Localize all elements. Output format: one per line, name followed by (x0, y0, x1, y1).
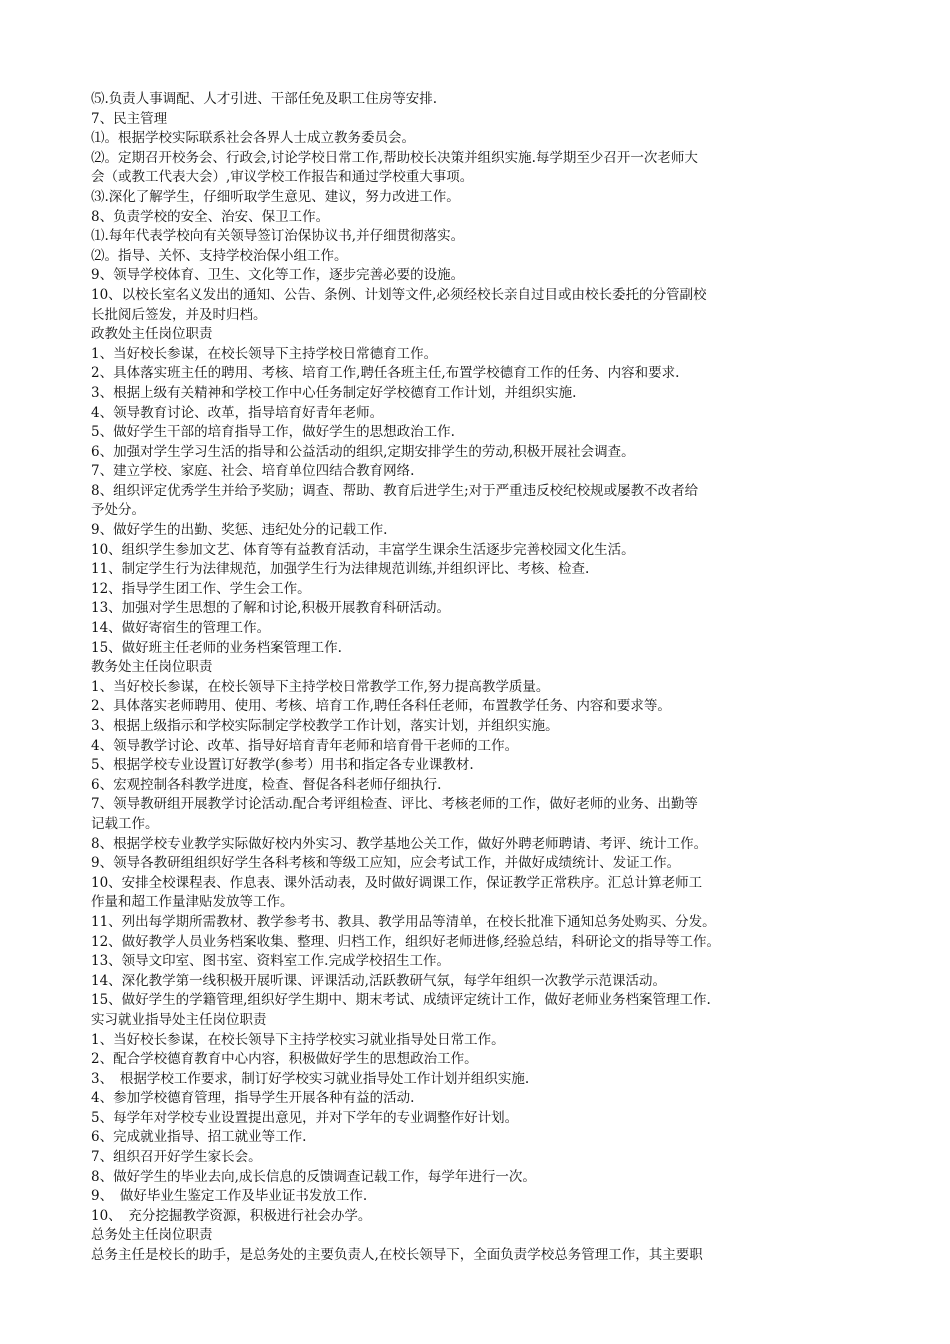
text-line: 5、根据学校专业设置订好教学(参考）用书和指定各专业课教材. (91, 757, 474, 774)
text-line: 6、宏观控制各科教学进度，检查、督促各科老师仔细执行. (91, 776, 442, 793)
text-line: 总务主任是校长的助手，是总务处的主要负责人,在校长领导下，全面负责学校总务管理工作，其主要职 (91, 1247, 703, 1264)
text-line: 12、指导学生团工作、学生会工作。 (91, 580, 311, 597)
text-line: 3、根据上级有关精神和学校工作中心任务制定好学校德育工作计划，并组织实施. (91, 384, 577, 401)
text-line: 10、以校长室名义发出的通知、公告、条例、计划等文件,必须经校长亲自过目或由校长委托的分管副校 (91, 286, 707, 303)
text-line: 8、负责学校的安全、治安、保卫工作。 (91, 208, 330, 225)
text-line: 实习就业指导处主任岗位职责 (91, 1011, 267, 1028)
text-line: 15、做好学生的学籍管理,组织好学生期中、期末考试、成绩评定统计工作，做好老师业务档案管理工作. (91, 992, 711, 1009)
text-line: 1、当好校长参谋，在校长领导下主持学校实习就业指导处日常工作。 (91, 1031, 505, 1048)
text-line: 13、加强对学生思想的了解和讨论,积极开展教育科研活动。 (91, 600, 450, 617)
text-line: 总务处主任岗位职责 (91, 1227, 213, 1244)
text-line: ⑵。指导、关怀、支持学校治保小组工作。 (91, 247, 348, 264)
text-line: ⑴。根据学校实际联系社会各界人士成立教务委员会。 (91, 130, 415, 147)
text-line: 教务处主任岗位职责 (91, 659, 213, 676)
text-line: 政教处主任岗位职责 (91, 326, 213, 343)
text-line: 9、做好学生的出勤、奖惩、违纪处分的记载工作. (91, 522, 388, 539)
text-line: 6、加强对学生学习生活的指导和公益活动的组织,定期安排学生的劳动,积极开展社会调查。 (91, 443, 635, 460)
text-line: 6、完成就业指导、招工就业等工作. (91, 1129, 307, 1146)
text-line: 10、组织学生参加文艺、体育等有益教育活动，丰富学生课余生活逐步完善校园文化生活。 (91, 541, 635, 558)
text-line: 7、建立学校、家庭、社会、培育单位四结合教育网络. (91, 463, 415, 480)
text-line: 作量和超工作量津贴发放等工作。 (91, 894, 294, 911)
text-line: 8、组织评定优秀学生并给予奖励；调查、帮助、教育后进学生;对于严重违反校纪校规或屡教不改者给 (91, 482, 699, 499)
text-line: 2、具体落实老师聘用、使用、考核、培育工作,聘任各科任老师，布置教学任务、内容和要求等。 (91, 698, 671, 715)
document-body (91, 90, 861, 1266)
text-line: 10、安排全校课程表、作息表、课外活动表，及时做好调课工作，保证教学正常秩序。汇总计算老师工 (91, 874, 703, 891)
text-line: 5、做好学生干部的培育指导工作，做好学生的思想政治工作. (91, 424, 455, 441)
text-line: 4、领导教学讨论、改革、指导好培育青年老师和培育骨干老师的工作。 (91, 737, 519, 754)
text-line: 11、列出每学期所需教材、教学参考书、教具、教学用品等清单，在校长批准下通知总务处购买、分发。 (91, 913, 716, 930)
text-line: ⑸.负责人事调配、人才引进、干部任免及职工住房等安排. (91, 91, 438, 107)
text-line: 3、根据上级指示和学校实际制定学校教学工作计划，落实计划，并组织实施。 (91, 718, 559, 734)
text-line: 7、民主管理 (91, 110, 168, 127)
text-line: 2、具体落实班主任的聘用、考核、培育工作,聘任各班主任,布置学校德育工作的任务、内容和要求. (91, 365, 680, 382)
text-line: 予处分。 (91, 502, 145, 519)
text-line: 9、 做好毕业生鉴定工作及毕业证书发放工作. (91, 1188, 368, 1205)
text-line: 14、深化教学第一线积极开展听课、评课活动,活跃教研气氛，每学年组织一次教学示范课活动。 (91, 972, 666, 989)
text-line: 7、领导教研组开展教学讨论活动.配合考评组检查、评比、考核老师的工作，做好老师的业务、出勤等 (91, 796, 698, 813)
text-line: 8、做好学生的毕业去向,成长信息的反馈调查记载工作，每学年进行一次。 (91, 1168, 536, 1185)
text-line: ⑴.每年代表学校向有关领导签订治保协议书,并仔细贯彻落实。 (91, 228, 465, 245)
text-line: 11、制定学生行为法律规范，加强学生行为法律规范训练,并组织评比、考核、检查. (91, 561, 590, 578)
text-line: 14、做好寄宿生的管理工作。 (91, 620, 271, 637)
text-line: ⑵。定期召开校务会、行政会,讨论学校日常工作,帮助校长决策并组织实施.每学期至少召开一次老师大 (91, 149, 698, 166)
text-line: 13、领导文印室、图书室、资料室工作.完成学校招生工作。 (91, 953, 450, 970)
text-line: 2、配合学校德育教育中心内容，积极做好学生的思想政治工作。 (91, 1051, 478, 1068)
text-line: 4、领导教育讨论、改革，指导培育好青年老师。 (91, 404, 384, 421)
text-line: 1、当好校长参谋，在校长领导下主持学校日常德育工作。 (91, 345, 438, 362)
text-line: 长批阅后签发，并及时归档。 (91, 306, 267, 323)
text-line: 15、做好班主任老师的业务档案管理工作. (91, 639, 342, 656)
text-line: 记载工作。 (91, 815, 159, 832)
text-line: 4、参加学校德育管理，指导学生开展各种有益的活动. (91, 1090, 415, 1107)
text-line: 9、领导学校体育、卫生、文化等工作，逐步完善必要的设施。 (91, 267, 465, 284)
text-line: ⑶.深化了解学生，仔细听取学生意见、建议，努力改进工作。 (91, 188, 460, 205)
text-line: 会（或教工代表大会）,审议学校工作报告和通过学校重大事项。 (91, 169, 474, 186)
text-line: 9、领导各教研组组织好学生各科考核和等级工应知，应会考试工作，并做好成绩统计、发证工作。 (91, 855, 681, 872)
text-line: 1、当好校长参谋，在校长领导下主持学校日常教学工作,努力提高教学质量。 (91, 678, 550, 695)
text-line: 8、根据学校专业教学实际做好校内外实习、教学基地公关工作，做好外聘老师聘请、考评、统计工作。 (91, 835, 708, 852)
text-line: 10、 充分挖掘教学资源，积极进行社会办学。 (91, 1207, 372, 1224)
text-line: 3、 根据学校工作要求，制订好学校实习就业指导处工作计划并组织实施. (91, 1070, 530, 1087)
text-line: 7、组织召开好学生家长会。 (91, 1149, 262, 1166)
text-line: 12、做好教学人员业务档案收集、整理、归档工作，组织好老师进修,经验总结，科研论文的指导等工作。 (91, 933, 720, 950)
text-line: 5、每学年对学校专业设置提出意见，并对下学年的专业调整作好计划。 (91, 1109, 519, 1126)
